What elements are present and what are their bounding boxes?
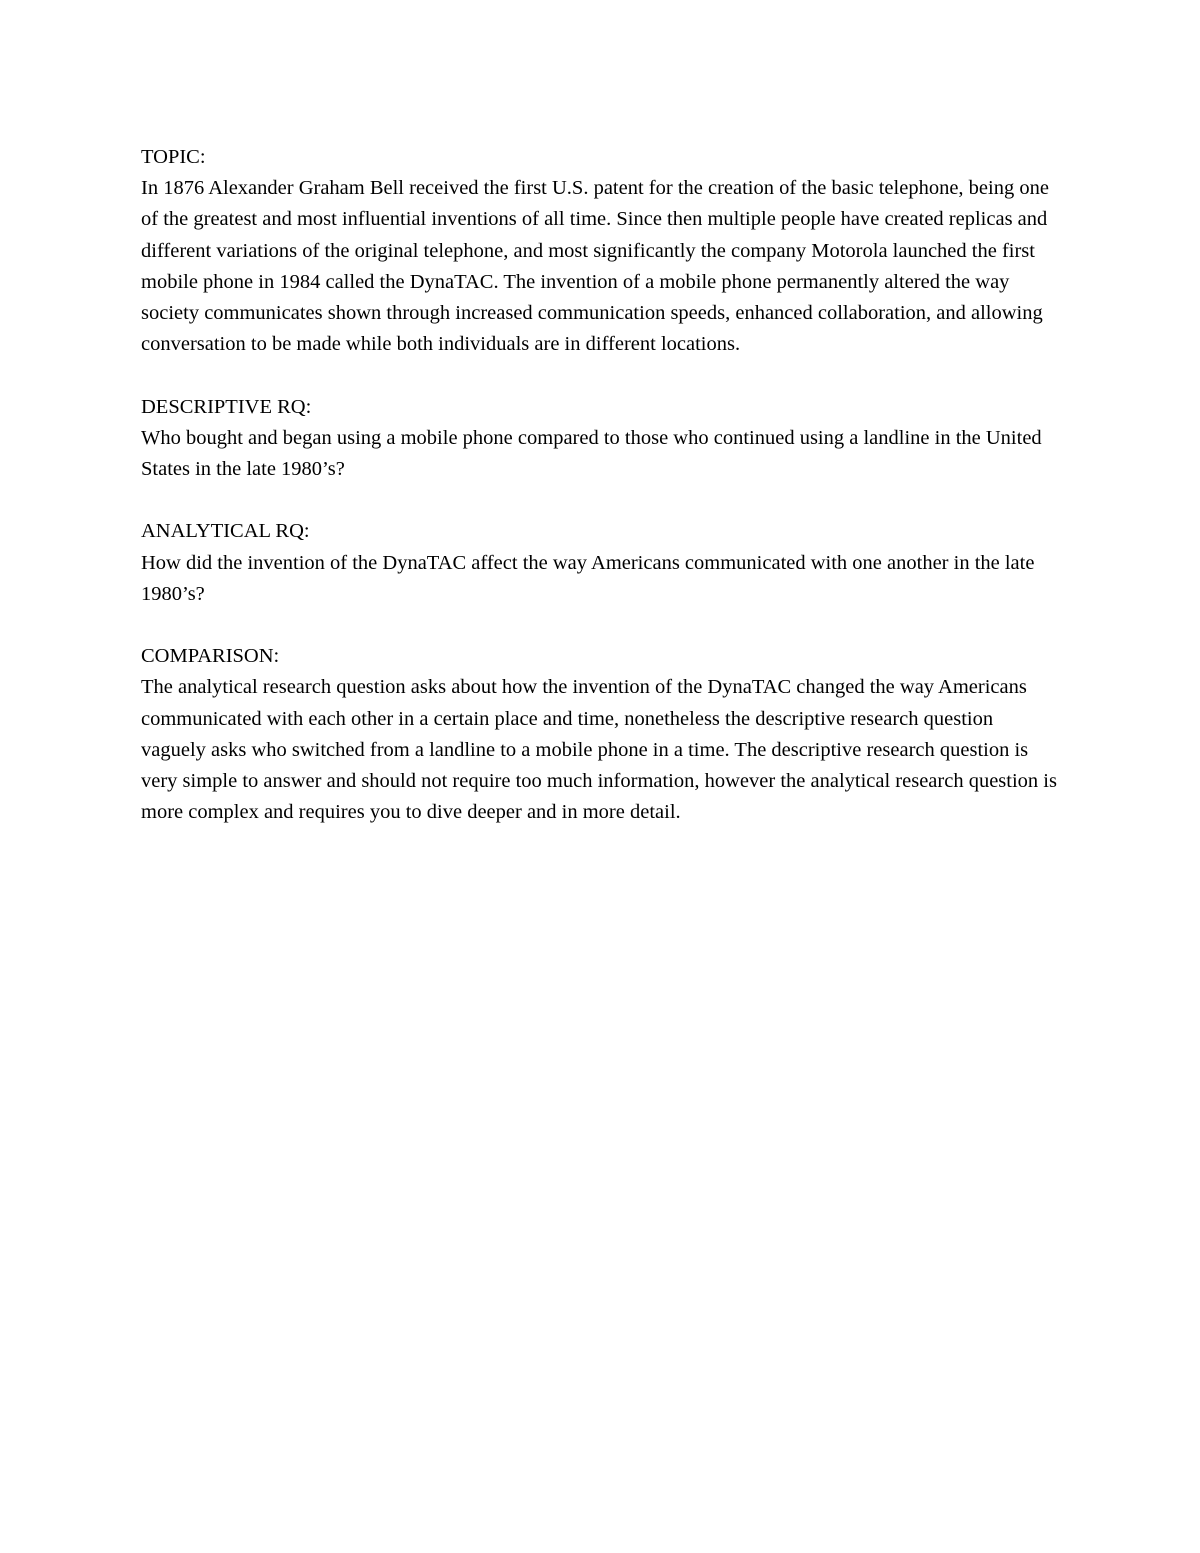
section-comparison <box>141 641 1061 828</box>
comparison-heading: COMPARISON: <box>141 645 280 668</box>
section-descriptive-rq <box>141 392 1061 486</box>
topic-paragraph: In 1876 Alexander Graham Bell received the first U.S. patent for the creation of the basic telephone, being one of the greatest and most influential inventions of all time. Since then multiple people have created replicas and different variations of the original telephone, and most significantly the company Motorola launched the first mobile phone in 1984 called the DynaTAC. The invention of a mobile phone permanently altered the way society communicates shown through increased communication speeds, enhanced collaboration, and allowing conversation to be made while both individuals are in different locations. <box>141 177 1049 356</box>
document-body <box>141 142 1061 860</box>
descriptive-rq-paragraph: Who bought and began using a mobile phone compared to those who continued using a landline in the United States in the late 1980’s? <box>141 426 1042 481</box>
section-analytical-rq <box>141 516 1061 610</box>
topic-heading: TOPIC: <box>141 146 206 168</box>
analytical-rq-paragraph: How did the invention of the DynaTAC affect the way Americans communicated with one another in the late 1980’s? <box>141 551 1035 605</box>
comparison-paragraph: The analytical research question asks about how the invention of the DynaTAC changed the way Americans communicated with each other in a certain place and time, nonetheless the descriptive research question vaguely asks who switched from a landline to a mobile phone in a time. The descriptive research question is very simple to answer and should not require too much information, however the analytical research question is more complex and requires you to dive deeper and in more detail. <box>141 676 1057 824</box>
analytical-rq-heading: ANALYTICAL RQ: <box>141 520 310 543</box>
descriptive-rq-heading: DESCRIPTIVE RQ: <box>141 395 312 418</box>
section-topic <box>141 142 1061 360</box>
